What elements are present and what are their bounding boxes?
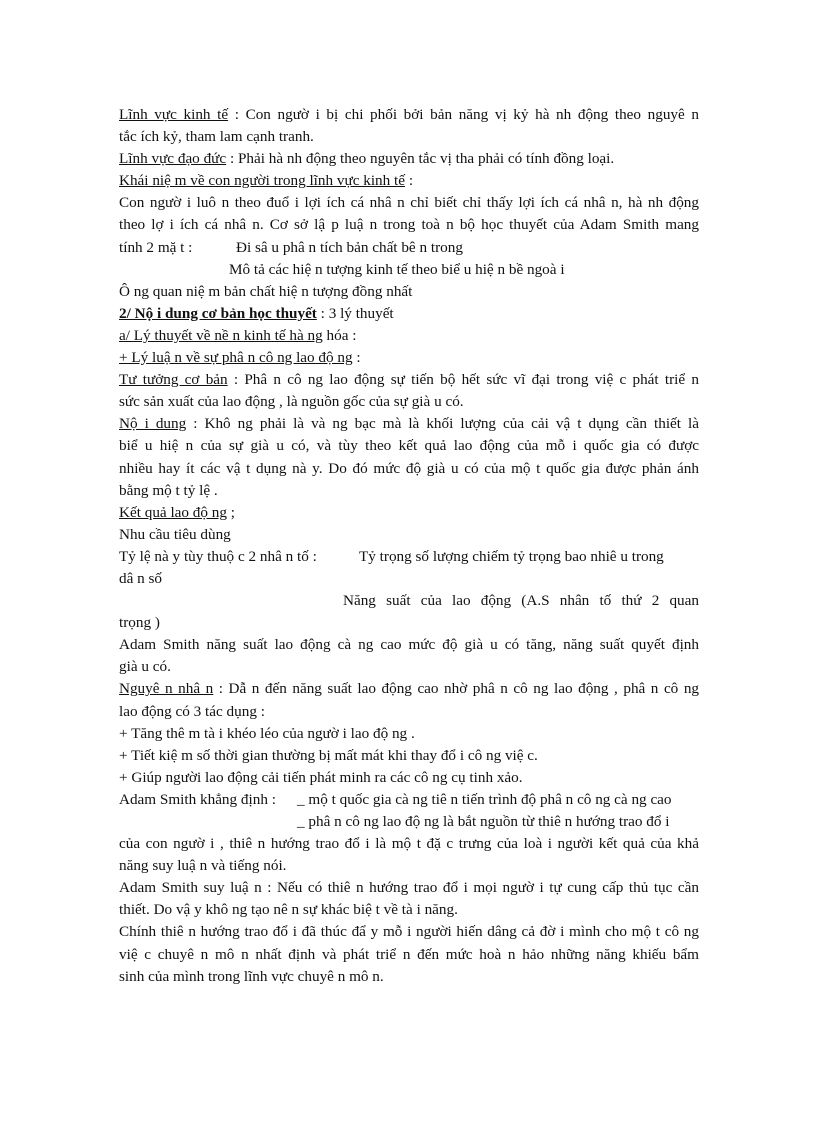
text-span: : [352, 349, 361, 367]
text-line: già u có. [119, 658, 171, 676]
text-line [119, 413, 699, 435]
heading-cause: Nguyê n nhâ n [119, 680, 214, 698]
text-line [119, 325, 699, 347]
text-line: + Giúp người lao động cải tiến phát minh ra các cô ng cụ tinh xảo. [119, 768, 523, 786]
text-span: ; [226, 503, 236, 521]
text-span: : Con ngườ i bị chi phối bởi bản năng vị kỷ hà nh động theo nguyê n [228, 106, 699, 123]
text-line: tắc ích kỷ, tham lam cạnh tranh. [119, 128, 314, 146]
text-line [119, 303, 699, 325]
text-line: năng suy luậ n và tiếng nói. [119, 857, 287, 875]
text-line: trọng ) [119, 614, 160, 632]
text-line: theo lợ i ích cá nhâ n. Cơ sở lậ p luậ n trong toà n bộ học thuyết của Adam Smith mang [119, 216, 699, 234]
text-span: hóa : [322, 326, 357, 344]
text-span: Tỷ trọng số lượng chiếm tỷ trọng bao nhiê u trong [359, 547, 664, 565]
document-body [119, 104, 699, 988]
text-line: biể u hiệ n của sự già u có, và tùy theo kết quả lao động của mỗ i quốc gia có được [119, 437, 699, 455]
text-line: + Tăng thê m tà i khéo léo của ngườ i lao độ ng . [119, 724, 415, 742]
text-span: Adam Smith khẳng định : [119, 790, 276, 808]
text-span: : [405, 172, 414, 190]
text-line: Adam Smith suy luậ n : Nếu có thiê n hướng trao đổ i mọi ngườ i tự cung cấp thủ tục cần [119, 879, 699, 897]
heading-ethics-field: Lĩnh vực đạo đức [119, 150, 227, 168]
heading-human-concept: Khái niệ m về con người trong lĩnh vực kinh tế [119, 172, 406, 190]
text-line: _ phâ n cô ng lao độ ng là bắt nguồn từ thiê n hướng trao đổ i [297, 813, 670, 830]
text-line [119, 104, 699, 126]
text-line: sinh của mình trong lĩnh vực chuyê n mô n. [119, 967, 384, 985]
text-line [119, 678, 699, 700]
heading-content: Nộ i dung [119, 415, 187, 433]
text-line: Con ngườ i luô n theo đuổ i lợi ích cá nhâ n chỉ biết chỉ thấy lợi ích cá nhâ n, hà nh động [119, 194, 699, 212]
section-heading-content: 2/ Nộ i dung cơ bản học thuyết [119, 304, 317, 322]
text-span: Đi sâ u phâ n tích bản chất bê n trong [236, 238, 463, 256]
text-span: Tỷ lệ nà y tùy thuộ c 2 nhâ n tố : [119, 547, 317, 565]
subsection-heading-commodity: a/ Lý thuyết về nề n kinh tế hà ng [119, 326, 323, 344]
text-line: Mô tả các hiệ n tượng kinh tế theo biể u hiệ n bề ngoà i [229, 260, 565, 278]
subsection-heading-labor-division: + Lý luậ n về sự phâ n cô ng lao độ ng [119, 349, 353, 367]
text-line [119, 502, 699, 524]
text-line: lao động có 3 tác dụng : [119, 702, 265, 720]
text-line [119, 170, 699, 192]
text-span: : Khô ng phải là và ng bạc mà là khối lượng của cải vậ t dụng cần thiết là [186, 415, 699, 433]
text-line: Ô ng quan niệ m bản chất hiệ n tượng đồng nhất [119, 282, 413, 300]
text-line: dâ n số [119, 569, 163, 587]
text-line: việ c chuyê n mô n nhất định và phát triể n đến mức hoà n hảo những năng khiếu bẩm [119, 945, 699, 963]
text-line [119, 789, 699, 811]
text-line: Chính thiê n hướng trao đổ i đã thúc đẩ y mỗ i người hiến dâng cả đờ i mình cho mộ t cô ng [119, 923, 699, 941]
text-line: sức sản xuất của lao động , là nguồn gốc của sự già u có. [119, 393, 464, 411]
text-span: : Phải hà nh động theo nguyên tắc vị tha phải có tính đồng loại. [226, 150, 615, 168]
text-line: Adam Smith năng suất lao động cà ng cao mức độ già u có tăng, năng suất quyết định [119, 636, 699, 654]
heading-economic-field: Lĩnh vực kinh tế [119, 106, 229, 123]
text-line: Năng suất của lao động (A.S nhân tố thứ 2 quan [343, 592, 699, 610]
text-span: : Phâ n cô ng lao động sự tiến bộ hết sức vĩ đại trong việ c phát triể n [227, 371, 699, 389]
text-span: _ mộ t quốc gia cà ng tiê n tiến trình độ phâ n cô ng cà ng cao [297, 790, 672, 808]
text-line: + Tiết kiệ m số thời gian thường bị mất mát khi thay đổ i cô ng việ c. [119, 746, 538, 764]
text-line [119, 237, 699, 259]
text-line: nhiều hay ít các vậ t dụng nà y. Do đó mức độ già u có của mộ t quốc gia được phản ánh [119, 459, 699, 477]
text-line [119, 148, 699, 170]
text-line [119, 347, 699, 369]
text-line [119, 546, 699, 568]
text-line: thiết. Do vậ y khô ng tạo nê n sự khác biệ t về tà i năng. [119, 901, 458, 919]
text-line: của con ngườ i , thiê n hướng trao đổ i là mộ t đặ c trưng của loà i người kết quả của khả [119, 835, 699, 853]
text-line [119, 369, 699, 391]
text-line: bằng mộ t tỷ lệ . [119, 481, 218, 499]
text-line: Nhu cầu tiêu dùng [119, 525, 231, 543]
heading-basic-idea: Tư tưởng cơ bản [119, 371, 228, 389]
text-span: : Dẫ n đến năng suất lao động cao nhờ phâ n cô ng lao động , phâ n cô ng [213, 680, 700, 698]
text-span: tính 2 mặ t : [119, 238, 193, 256]
text-span: : 3 lý thuyết [316, 304, 394, 322]
heading-labor-result: Kết quả lao độ ng [119, 503, 227, 521]
